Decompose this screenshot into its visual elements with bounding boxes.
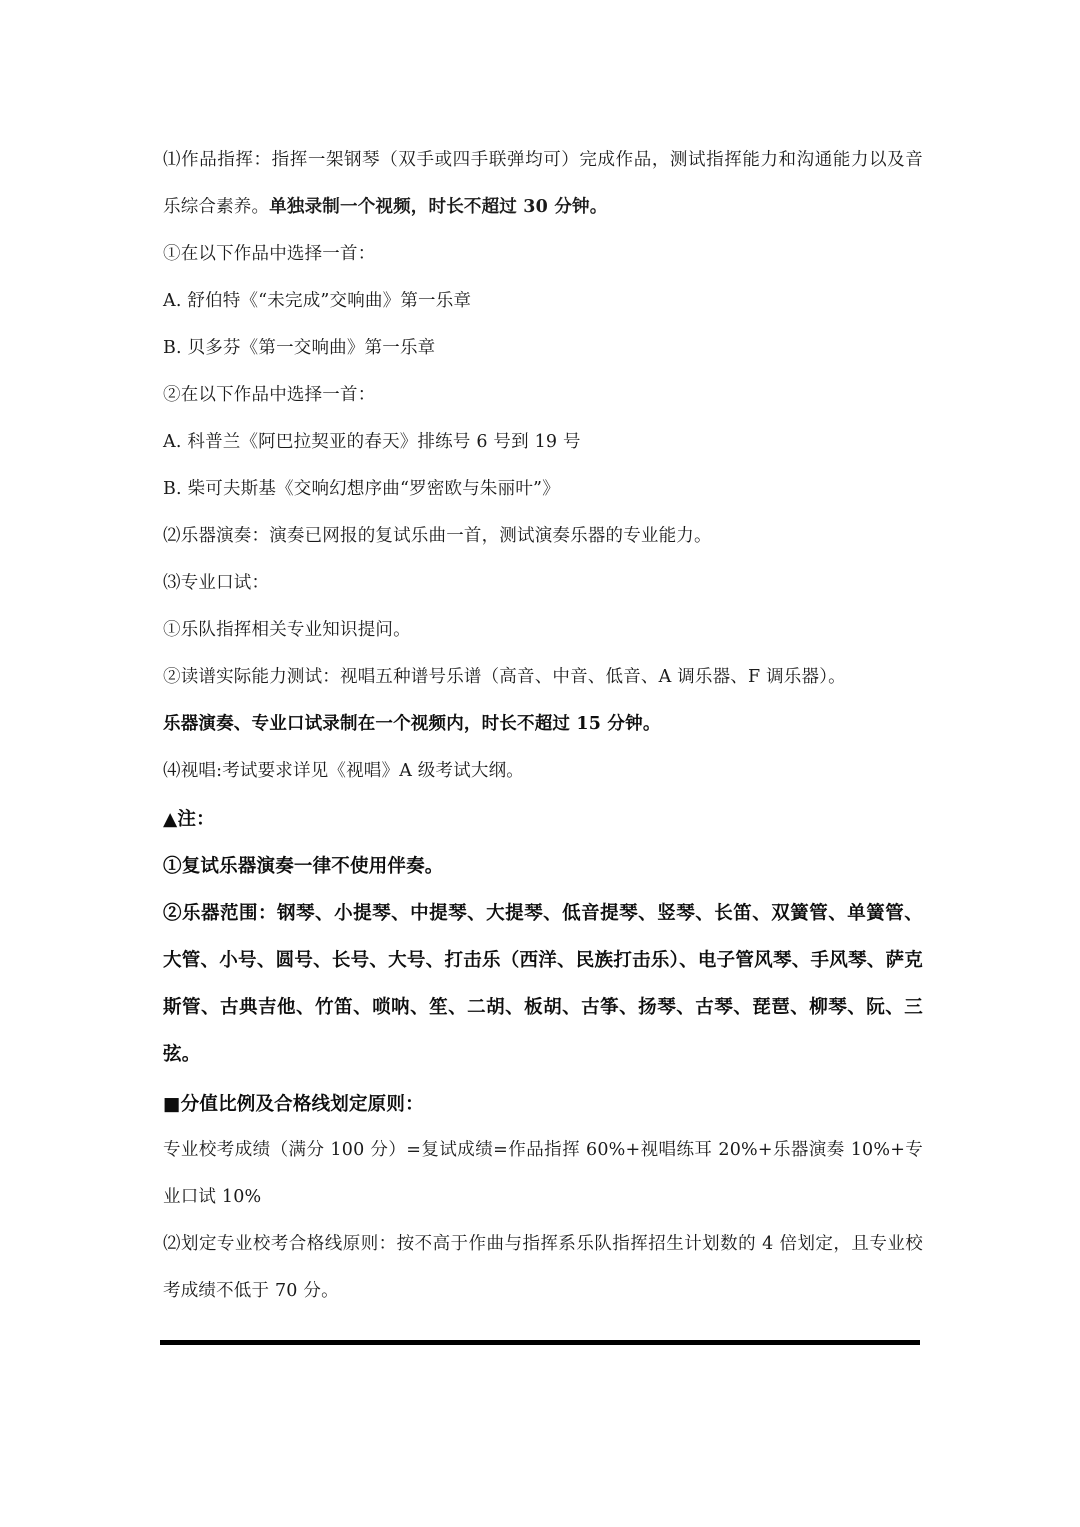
score-ratio-heading: ■分值比例及合格线划定原则： — [163, 1094, 424, 1115]
choice-1-option-a: A. 舒伯特《“未完成”交响曲》第一乐章 — [163, 291, 472, 311]
oral-exam-item-2: ②读谱实际能力测试：视唱五种谱号乐谱（高音、中音、低音、A 调乐器、F 调乐器）。 — [163, 667, 846, 687]
note-item-2-instrument-range: ②乐器范围：钢琴、小提琴、中提琴、大提琴、低音提琴、竖琴、长笛、双簧管、单簧管、大管、小号、圆号、长号、大号、打击乐（西洋、民族打击乐）、电子管风琴、手风琴、萨克斯管、古典吉他、竹笛、唢呐、笙、二胡、板胡、古筝、扬琴、古琴、琵琶、柳琴、阮、三弦。 — [163, 903, 923, 1065]
oral-exam-item-1: ①乐队指挥相关专业知识提问。 — [163, 620, 411, 640]
note-heading: ▲注： — [163, 809, 215, 830]
paragraph-conducting — [163, 137, 923, 231]
choice-2-option-b: B. 柴可夫斯基《交响幻想序曲“罗密欧与朱丽叶”》 — [163, 479, 560, 499]
note-item-1: ①复试乐器演奏一律不使用伴奏。 — [163, 856, 444, 877]
choice-2-heading: ②在以下作品中选择一首： — [163, 385, 376, 405]
horizontal-rule — [160, 1340, 920, 1345]
choice-1-option-b: B. 贝多芬《第一交响曲》第一乐章 — [163, 338, 436, 358]
pass-line-principle: ⑵划定专业校考合格线原则：按不高于作曲与指挥系乐队指挥招生计划数的 4 倍划定，且专业校考成绩不低于 70 分。 — [163, 1234, 923, 1301]
choice-1-heading: ①在以下作品中选择一首： — [163, 244, 376, 264]
score-formula: 专业校考成绩（满分 100 分）=复试成绩=作品指挥 60%+视唱练耳 20%+乐器演奏 10%+专业口试 10% — [163, 1140, 923, 1207]
paragraph-instrument: ⑵乐器演奏：演奏已网报的复试乐曲一首，测试演奏乐器的专业能力。 — [163, 526, 712, 546]
choice-2-option-a: A. 科普兰《阿巴拉契亚的春天》排练号 6 号到 19 号 — [163, 432, 581, 452]
video-time-note: 乐器演奏、专业口试录制在一个视频内，时长不超过 15 分钟。 — [163, 714, 661, 734]
conducting-text: ⑴作品指挥：指挥一架钢琴（双手或四手联弹均可）完成作品，测试指挥能力和沟通能力以及音乐综合素养。 — [163, 150, 923, 217]
conducting-video-note: 单独录制一个视频，时长不超过 30 分钟。 — [269, 197, 608, 217]
paragraph-oral-exam: ⑶专业口试： — [163, 573, 270, 593]
paragraph-sight-singing: ⑷视唱:考试要求详见《视唱》A 级考试大纲。 — [163, 761, 524, 781]
